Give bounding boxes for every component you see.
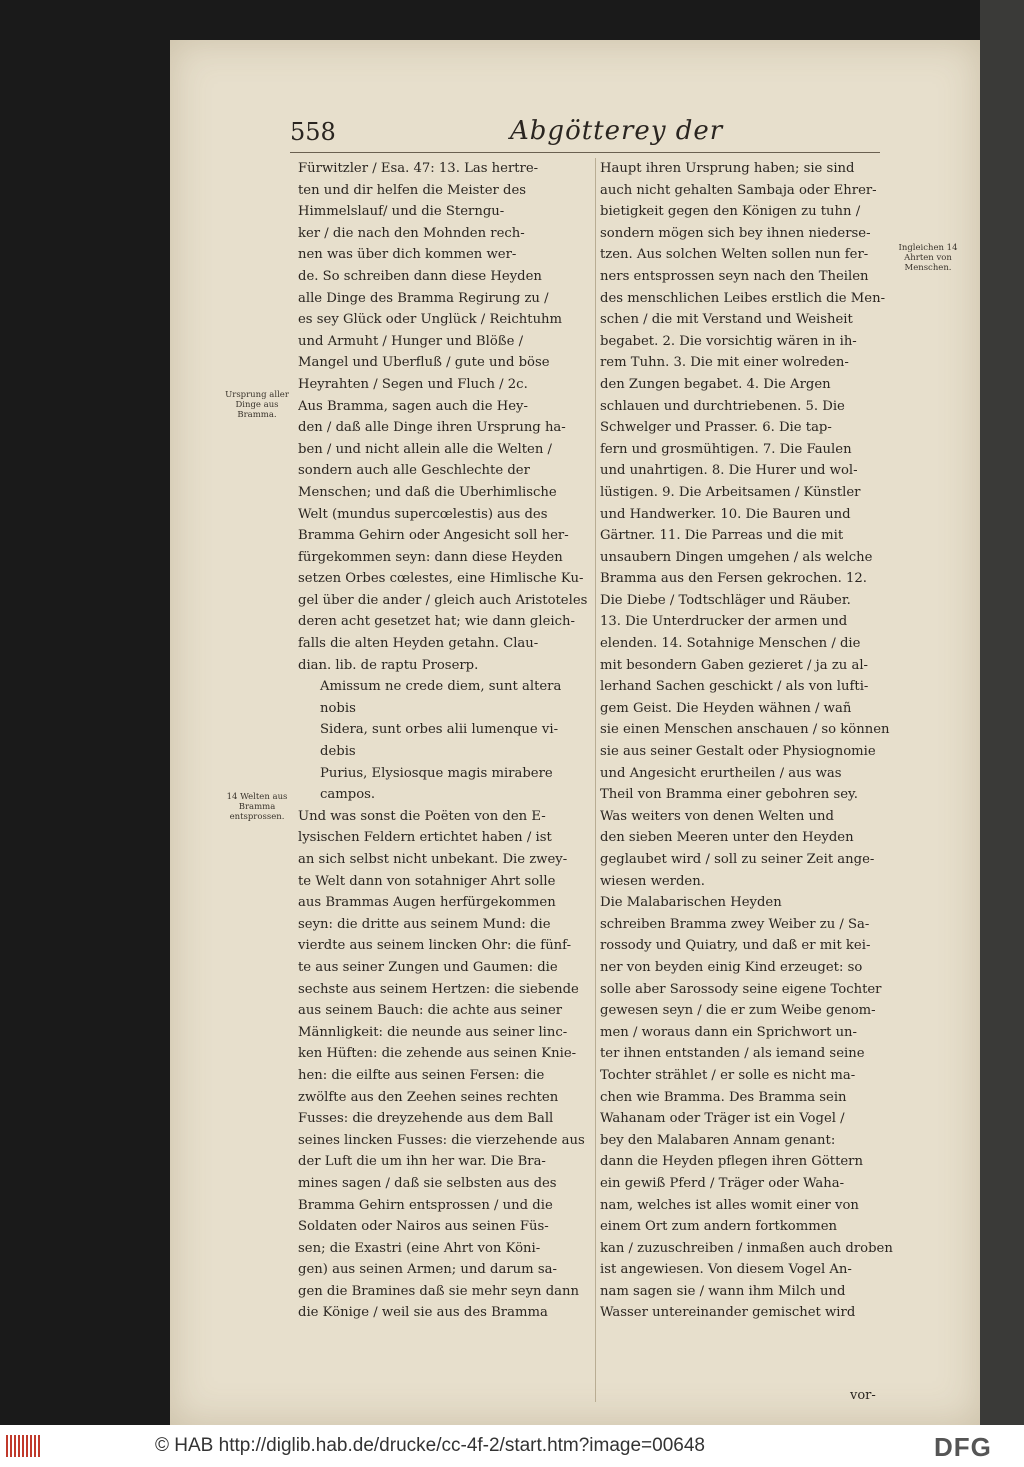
text-line: Schwelger und Prasser. 6. Die tap-	[600, 420, 832, 436]
text-line: bietigkeit gegen den Königen zu tuhn /	[600, 204, 861, 220]
text-line: Himmelslauf/ und die Sterngu-	[298, 204, 505, 220]
text-line: Fürwitzler / Esa. 47: 13. Las hertre-	[298, 161, 539, 176]
text-line: kan / zuzuschreiben / inmaßen auch droben	[600, 1240, 893, 1256]
copyright-link[interactable]: © HAB http://diglib.hab.de/drucke/cc-4f-2/start.htm?image=00648	[155, 1435, 705, 1456]
text-line: die Könige / weil sie aus des Bramma	[298, 1305, 548, 1321]
text-line: wiesen werden.	[600, 873, 705, 889]
text-line: rossody und Quiatry, und daß er mit kei-	[600, 938, 871, 954]
text-line: sondern mögen sich bey ihnen niederse-	[600, 225, 871, 241]
text-line: rem Tuhn. 3. Die mit einer wolreden-	[600, 355, 849, 371]
text-line: seines lincken Fusses: die vierzehende aus	[298, 1132, 585, 1148]
text-line: Heyrahten / Segen und Fluch / 2c.	[298, 376, 528, 392]
text-line: ken Hüften: die zehende aus seinen Knie-	[298, 1046, 577, 1062]
text-line: Bramma Gehirn entsprossen / und die	[298, 1197, 553, 1213]
text-line: an sich selbst nicht unbekant. Die zwey-	[298, 852, 568, 867]
text-line: ein gewiß Pferd / Träger oder Waha-	[600, 1175, 845, 1191]
text-line: den sieben Meeren unter den Heyden	[600, 830, 854, 846]
catchword: vor-	[850, 1388, 876, 1403]
text-line: elenden. 14. Sotahnige Menschen / die	[600, 636, 861, 652]
text-line: nen was über dich kommen wer-	[298, 247, 517, 263]
text-line: sondern auch alle Geschlechte der	[298, 463, 530, 479]
text-line: schreiben Bramma zwey Weiber zu / Sa-	[600, 916, 870, 932]
facing-page-edge	[980, 0, 1024, 1425]
text-line: Aus Bramma, sagen auch die Hey-	[298, 398, 528, 414]
text-line: Bramma aus den Fersen gekrochen. 12.	[600, 571, 867, 587]
text-line: fern und grosmühtigen. 7. Die Faulen	[600, 441, 852, 457]
text-line: fürgekommen seyn: dann diese Heyden	[298, 549, 563, 565]
text-line: es sey Glück oder Unglück / Reichtuhm	[298, 312, 563, 328]
text-line: gel über die ander / gleich auch Aristoteles	[298, 592, 588, 608]
text-line: Purius, Elysiosque magis mirabere	[320, 765, 553, 781]
text-line: Männligkeit: die neunde aus seiner linc-	[298, 1024, 568, 1040]
text-line: dann die Heyden pflegen ihren Göttern	[600, 1154, 863, 1170]
viewer-footer	[0, 1425, 1024, 1467]
text-line: Welt (mundus supercœlestis) aus des	[298, 506, 548, 522]
text-line: lerhand Sachen geschickt / als von lufti-	[600, 679, 869, 695]
text-line: ner von beyden einig Kind erzeuget: so	[600, 959, 863, 975]
text-line: gen) aus seinen Armen; und darum sa-	[298, 1262, 557, 1278]
text-line: dian. lib. de raptu Proserp.	[298, 657, 479, 673]
text-line: seyn: die dritte aus seinem Mund: die	[298, 916, 551, 932]
text-line: ist angewiesen. Von diesem Vogel An-	[600, 1262, 852, 1278]
text-line: te aus seiner Zungen und Gaumen: die	[298, 959, 558, 975]
text-line: lysischen Feldern ertichtet haben / ist	[298, 830, 552, 846]
text-line: solle aber Sarossody seine eigene Tochter	[600, 981, 882, 997]
margin-note: Ursprung aller Dinge aus Bramma.	[225, 390, 289, 420]
right-text-column	[600, 158, 900, 1324]
text-line: Was weiters von denen Welten und	[600, 808, 834, 824]
book-page	[170, 40, 980, 1425]
text-line: gem Geist. Die Heyden wähnen / wañ	[600, 700, 852, 716]
text-line: hen: die eilfte aus seinen Fersen: die	[298, 1067, 545, 1083]
text-line: unsaubern Dingen umgehen / als welche	[600, 549, 873, 565]
text-line: Und was sonst die Poëten von den E-	[298, 808, 546, 824]
text-line: und unahrtigen. 8. Die Hurer und wol-	[600, 463, 858, 479]
text-line: und Armuht / Hunger und Blöße /	[298, 333, 524, 349]
text-line: den / daß alle Dinge ihren Ursprung ha-	[298, 420, 566, 436]
text-line: ben / und nicht allein alle die Welten /	[298, 441, 552, 457]
text-line: gewesen seyn / die er zum Weibe genom-	[600, 1003, 876, 1019]
text-line: Gärtner. 11. Die Parreas und die mit	[600, 528, 844, 544]
text-line: vierdte aus seinem lincken Ohr: die fünf-	[298, 938, 572, 954]
text-line: ker / die nach den Mohnden rech-	[298, 225, 525, 241]
text-line: bey den Malabaren Annam genant:	[600, 1132, 836, 1148]
text-line: gen die Bramines daß sie mehr seyn dann	[298, 1283, 580, 1299]
text-line: men / woraus dann ein Sprichwort un-	[600, 1024, 858, 1040]
text-line: zwölfte aus den Zeehen seines rechten	[298, 1089, 559, 1105]
text-line: Tochter strählet / er solle es nicht ma-	[600, 1067, 856, 1083]
text-line: geglaubet wird / soll zu seiner Zeit ange-	[600, 852, 875, 867]
text-line: nam sagen sie / wann ihm Milch und	[600, 1283, 846, 1299]
text-line: Theil von Bramma einer gebohren sey.	[600, 787, 858, 803]
text-line: sie aus seiner Gestalt oder Physiognomie	[600, 744, 876, 760]
text-line: campos.	[320, 787, 376, 803]
text-line: und Angesicht erurtheilen / aus was	[600, 765, 842, 781]
text-line: ners entsprossen seyn nach den Theilen	[600, 268, 869, 284]
text-line: sechste aus seinem Hertzen: die siebende	[298, 981, 579, 997]
text-line: begabet. 2. Die vorsichtig wären in ih-	[600, 333, 857, 349]
text-line: Bramma Gehirn oder Angesicht soll her-	[298, 528, 569, 544]
text-line: Die Malabarischen Heyden	[600, 895, 782, 911]
header-rule	[290, 152, 880, 153]
hab-logo-icon	[6, 1435, 40, 1457]
text-line: 13. Die Unterdrucker der armen und	[600, 614, 848, 630]
text-line: sen; die Exastri (eine Ahrt von Köni-	[298, 1240, 541, 1256]
text-line: den Zungen begabet. 4. Die Argen	[600, 376, 831, 392]
margin-note: 14 Welten aus Bramma entsprossen.	[226, 792, 288, 822]
text-line: Amissum ne crede diem, sunt altera	[320, 679, 562, 695]
text-line: Haupt ihren Ursprung haben; sie sind	[600, 161, 855, 176]
text-line: der Luft die um ihn her war. Die Bra-	[298, 1154, 546, 1170]
text-line: des menschlichen Leibes erstlich die Men-	[600, 290, 886, 306]
text-line: Soldaten oder Nairos aus seinen Füs-	[298, 1219, 549, 1235]
left-text-column	[298, 158, 598, 1324]
text-line: mines sagen / daß sie selbsten aus des	[298, 1175, 557, 1191]
text-line: und Handwerker. 10. Die Bauren und	[600, 506, 851, 522]
text-line: Menschen; und daß die Uberhimlische	[298, 484, 557, 500]
text-line: Wasser untereinander gemischet wird	[600, 1305, 856, 1321]
text-line: ten und dir helfen die Meister des	[298, 182, 527, 198]
text-line: Fusses: die dreyzehende aus dem Ball	[298, 1111, 554, 1127]
text-line: aus seinem Bauch: die achte aus seiner	[298, 1003, 563, 1019]
text-line: auch nicht gehalten Sambaja oder Ehrer-	[600, 182, 877, 198]
dfg-logo: DFG	[934, 1432, 992, 1462]
text-line: lüstigen. 9. Die Arbeitsamen / Künstler	[600, 484, 861, 500]
text-line: te Welt dann von sotahniger Ahrt solle	[298, 873, 556, 889]
text-line: nobis	[320, 700, 356, 716]
text-line: Wahanam oder Träger ist ein Vogel /	[600, 1111, 845, 1127]
running-head: Abgötterey der	[510, 116, 724, 146]
text-line: nam, welches ist alles womit einer von	[600, 1197, 859, 1213]
text-line: alle Dinge des Bramma Regirung zu /	[298, 290, 549, 306]
text-line: debis	[320, 744, 356, 760]
margin-note: Ingleichen 14 Ahrten von Menschen.	[898, 243, 958, 273]
text-line: ter ihnen entstanden / als iemand seine	[600, 1046, 865, 1062]
text-line: Mangel und Uberfluß / gute und böse	[298, 355, 550, 371]
text-line: sie einen Menschen anschauen / so können	[600, 722, 890, 738]
text-line: schen / die mit Verstand und Weisheit	[600, 312, 853, 328]
text-line: aus Brammas Augen herfürgekommen	[298, 895, 556, 911]
text-line: deren acht gesetzet hat; wie dann gleich-	[298, 614, 575, 630]
text-line: tzen. Aus solchen Welten sollen nun fer-	[600, 247, 869, 263]
text-line: falls die alten Heyden getahn. Clau-	[298, 636, 539, 652]
text-line: Die Diebe / Todtschläger und Räuber.	[600, 592, 851, 608]
text-line: schlauen und durchtriebenen. 5. Die	[600, 398, 845, 414]
text-line: mit besondern Gaben gezieret / ja zu al-	[600, 657, 868, 673]
text-line: de. So schreiben dann diese Heyden	[298, 268, 542, 284]
text-line: einem Ort zum andern fortkommen	[600, 1219, 838, 1235]
text-line: chen wie Bramma. Des Bramma sein	[600, 1089, 847, 1105]
page-number: 558	[290, 118, 336, 146]
text-line: Sidera, sunt orbes alii lumenque vi-	[320, 722, 559, 738]
text-line: setzen Orbes cœlestes, eine Himlische Ku-	[298, 571, 584, 587]
